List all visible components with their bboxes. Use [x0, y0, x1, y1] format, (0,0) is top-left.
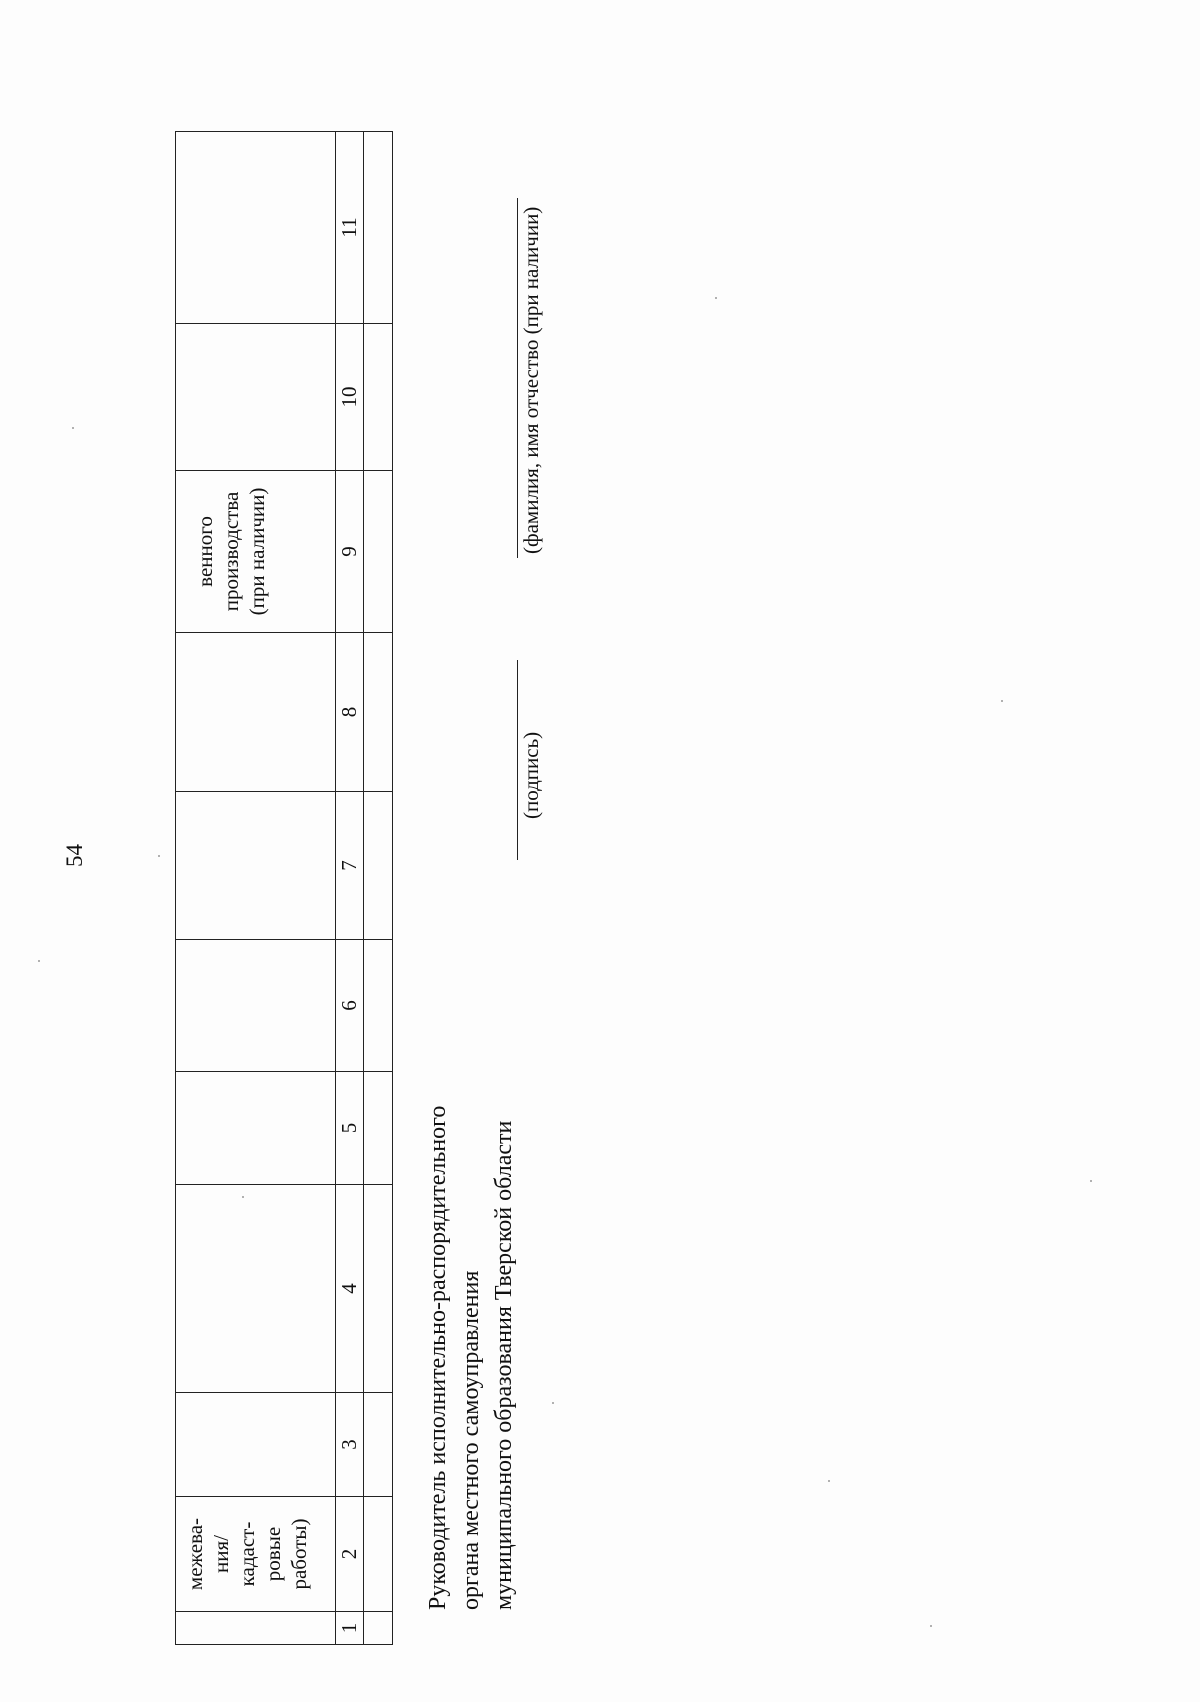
header-cell-5: [176, 1072, 336, 1185]
scan-speck: [1090, 1180, 1092, 1182]
header-col2-line: ровые: [261, 1526, 285, 1582]
column-number: 4: [336, 1185, 364, 1393]
header-cell-11: [176, 132, 336, 324]
scan-speck: [930, 1625, 932, 1627]
header-cell-4: [176, 1185, 336, 1393]
empty-cell: [364, 1612, 393, 1645]
column-number: 3: [336, 1393, 364, 1497]
empty-cell: [364, 132, 393, 324]
column-number: 1: [336, 1612, 364, 1645]
page-number: 54: [62, 844, 87, 867]
name-caption: (фамилия, имя отчество (при наличии): [519, 206, 543, 554]
column-number-row: [336, 132, 364, 1645]
signature-line: [517, 660, 518, 860]
position-line: Руководитель исполнительно-распорядительного: [425, 1105, 451, 1610]
header-col2-line: межева-: [183, 1517, 207, 1591]
signature-caption: (подпись): [519, 731, 543, 819]
header-col2-line: кадаст-: [235, 1521, 259, 1587]
header-cell-9: [176, 471, 336, 633]
empty-cell: [364, 792, 393, 940]
empty-cell: [364, 1185, 393, 1393]
empty-cell: [364, 633, 393, 792]
scan-speck: [552, 1402, 554, 1404]
empty-cell: [364, 1072, 393, 1185]
column-number: 5: [336, 1072, 364, 1185]
scan-speck: [828, 1480, 830, 1482]
header-col2-line: работы): [287, 1518, 311, 1590]
empty-cell: [364, 471, 393, 633]
header-cell-2: [176, 1497, 336, 1612]
header-cell-1: [176, 1612, 336, 1645]
empty-cell: [364, 324, 393, 471]
signatory-position: [422, 1106, 521, 1610]
empty-cell: [364, 1497, 393, 1612]
column-number: 10: [336, 324, 364, 471]
position-line: органа местного самоуправления: [458, 1270, 484, 1610]
column-number: 11: [336, 132, 364, 324]
header-col9-line: (при наличии): [245, 487, 269, 616]
header-col9-line: венного: [193, 516, 217, 587]
header-cell-8: [176, 633, 336, 792]
form-table: [175, 131, 393, 1645]
scan-speck: [242, 1196, 244, 1198]
scan-speck: [158, 855, 160, 857]
header-col9-line: производства: [219, 491, 243, 612]
header-cell-6: [176, 940, 336, 1072]
column-number: 2: [336, 1497, 364, 1612]
name-line: [517, 198, 518, 558]
scan-speck: [715, 297, 717, 299]
scan-speck: [1001, 700, 1003, 702]
empty-cell: [364, 940, 393, 1072]
column-number: 7: [336, 792, 364, 940]
column-number: 8: [336, 633, 364, 792]
empty-row: [364, 132, 393, 1645]
scan-speck: [38, 960, 40, 962]
empty-cell: [364, 1393, 393, 1497]
column-number: 9: [336, 471, 364, 633]
column-number: 6: [336, 940, 364, 1072]
scan-speck: [72, 427, 74, 429]
header-row: [176, 132, 336, 1645]
header-cell-3: [176, 1393, 336, 1497]
header-col2-line: ния/: [209, 1535, 233, 1573]
header-cell-10: [176, 324, 336, 471]
header-cell-7: [176, 792, 336, 940]
position-line: муниципального образования Тверской области: [491, 1120, 517, 1610]
